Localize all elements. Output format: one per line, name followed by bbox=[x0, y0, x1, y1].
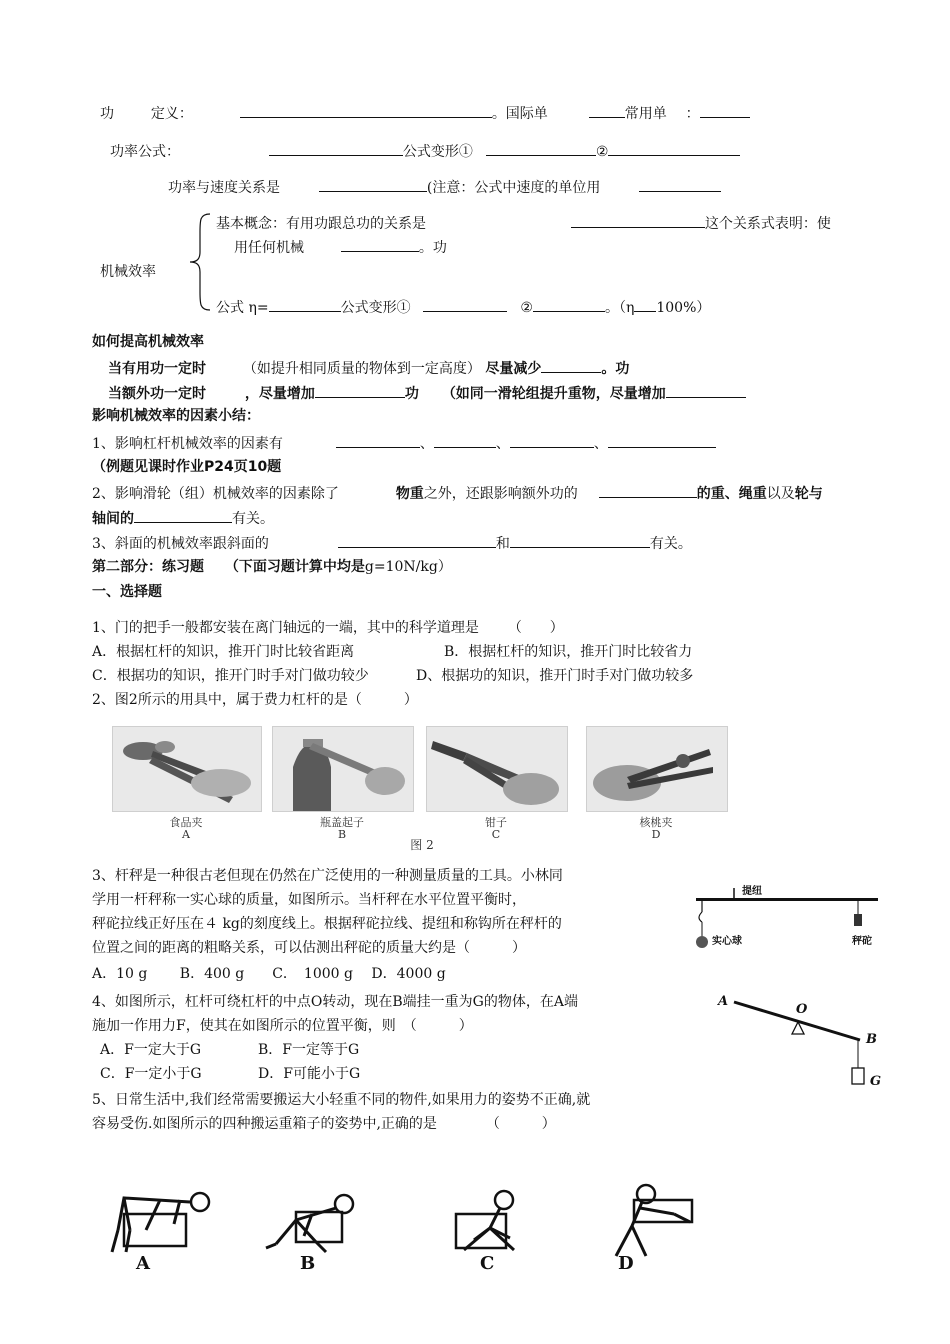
q4-line-2: 施加一作用力F，使其在如图所示的位置平衡，则 （ ） bbox=[92, 1018, 473, 1034]
improve-line2-paren: （如同一滑轮组提升重物，尽量增加 bbox=[441, 386, 666, 402]
efficiency-formula-label: 公式 η= bbox=[216, 300, 269, 316]
power-speed-text: 功率与速度关系是 bbox=[168, 180, 280, 196]
q5-answer-paren[interactable]: （ ） bbox=[485, 1116, 556, 1132]
food-tongs-photo bbox=[112, 726, 262, 812]
colon-text: ： bbox=[685, 106, 700, 122]
fig2-caption-b: 瓶盖起子 bbox=[320, 816, 364, 829]
posture-a-figure bbox=[100, 1190, 220, 1260]
q3-line-2: 学用一杆秤称一实心球的质量，如图所示。当杆秤在水平位置平衡时， bbox=[92, 892, 526, 908]
posture-letter-c: C bbox=[480, 1253, 495, 1274]
posture-letter-d: D bbox=[618, 1253, 634, 1274]
pulley-factor-blank[interactable] bbox=[599, 482, 697, 498]
efficiency-formula-line bbox=[216, 296, 710, 318]
efficiency-brace bbox=[188, 212, 212, 312]
posture-letter-b: B bbox=[300, 1253, 316, 1274]
posture-c-figure bbox=[434, 1190, 544, 1260]
power-formula-var: 公式变形① bbox=[402, 144, 473, 160]
q2-stem: 2、图2所示的用具中，属于费力杠杆的是（ ） bbox=[92, 692, 418, 708]
lever-weight-g: G bbox=[870, 1074, 882, 1089]
factor-2-line bbox=[92, 482, 823, 504]
pliers-photo bbox=[426, 726, 568, 812]
factor-2-a: 2、影响滑轮（组）机械效率的因素除了 bbox=[92, 486, 339, 502]
steelyard-knob-label: 提纽 bbox=[742, 886, 762, 897]
eta-compare: 。（η bbox=[604, 300, 635, 316]
eta-compare-blank[interactable] bbox=[634, 296, 656, 312]
factor-2-c: 之外，还跟影响额外功的 bbox=[423, 486, 578, 502]
fig2-title: 图 2 bbox=[410, 838, 434, 852]
slope-factor-blank-2[interactable] bbox=[510, 532, 650, 548]
work-label: 功 bbox=[100, 106, 114, 122]
q4-line-1: 4、如图所示，杠杆可绕杠杆的中点O转动，现在B端挂一重为G的物体，在A端 bbox=[92, 994, 578, 1010]
work-def-blank[interactable] bbox=[240, 102, 492, 118]
improve-heading: 如何提高机械效率 bbox=[92, 334, 204, 350]
power-formula-label: 功率公式： bbox=[110, 144, 180, 160]
efficiency-shows: 这个关系式表明：使 bbox=[704, 216, 831, 232]
fig2-caption-a: 食品夹 bbox=[169, 816, 203, 829]
common-unit-label: 常用单 bbox=[624, 106, 667, 122]
q1-option-c[interactable]: C．根据功的知识，推开门时手对门做功较少 bbox=[92, 668, 369, 684]
improve-line2-mid: ，尽量增加 bbox=[244, 386, 315, 402]
speed-unit-blank[interactable] bbox=[639, 176, 721, 192]
increase-blank-2[interactable] bbox=[666, 382, 746, 398]
efficiency-any-machine: 用任何机械 bbox=[234, 240, 304, 256]
nutcracker-illustration bbox=[587, 727, 727, 811]
q4-option-d[interactable]: D．F可能小于G bbox=[258, 1066, 361, 1082]
factor-1-text: 1、影响杠杆机械效率的因素有 bbox=[92, 436, 283, 452]
factor-3-line bbox=[92, 532, 692, 554]
part2-heading-line bbox=[92, 557, 452, 577]
work-definition-line bbox=[100, 102, 750, 124]
part2-g: g=10N/kg） bbox=[364, 559, 452, 575]
lever-point-a: A bbox=[718, 994, 729, 1009]
steelyard-ball-label: 实心球 bbox=[712, 936, 742, 947]
reduce-blank[interactable] bbox=[541, 357, 601, 373]
q3-line-4: 位置之间的距离的粗略关系，可以估测出秤砣的质量大约是（ ） bbox=[92, 940, 526, 956]
food-tongs-illustration bbox=[113, 727, 261, 811]
factor-2-e: 以及 bbox=[766, 486, 795, 502]
fig2-letter-b: B bbox=[337, 828, 347, 841]
improve-line-2 bbox=[108, 382, 746, 404]
efficiency-concept-line bbox=[216, 212, 831, 234]
q3-line-3: 秤砣拉线正好压在４ kg的刻度线上。根据秤砣拉线、提纽和称钩所在秤杆的 bbox=[92, 916, 562, 932]
q4-option-c[interactable]: C．F一定小于G bbox=[100, 1066, 202, 1082]
posture-letter-a: A bbox=[136, 1253, 150, 1274]
fig2-caption-d: 核桃夹 bbox=[639, 816, 673, 829]
q1-answer-paren[interactable]: （ ） bbox=[507, 620, 564, 636]
any-machine-blank[interactable] bbox=[341, 236, 419, 252]
factor-3-c: 有关。 bbox=[649, 536, 692, 552]
improve-line2-bold: 当额外功一定时 bbox=[108, 386, 206, 402]
factor-1-line bbox=[92, 432, 716, 454]
q5-text: 容易受伤.如图所示的四种搬运重箱子的姿势中,正确的是 bbox=[92, 1116, 437, 1132]
fig2-letter-d: D bbox=[651, 828, 661, 841]
bottle-opener-illustration bbox=[273, 727, 413, 811]
steelyard-weight-label: 秤砣 bbox=[852, 936, 872, 947]
factor-3-a: 3、斜面的机械效率跟斜面的 bbox=[92, 536, 269, 552]
q1-option-b[interactable]: B．根据杠杆的知识，推开门时比较省力 bbox=[444, 644, 693, 660]
efficiency-concept-blank[interactable] bbox=[571, 212, 705, 228]
friction-blank[interactable] bbox=[134, 507, 232, 523]
bottle-opener-photo bbox=[272, 726, 414, 812]
eta-var2-blank[interactable] bbox=[533, 296, 605, 312]
power-speed-line bbox=[168, 176, 721, 198]
q3-options[interactable]: A．10 g B．400 g C． 1000 g D．4000 g bbox=[92, 966, 446, 982]
improve-line1-bold: 当有用功一定时 bbox=[108, 361, 206, 377]
power-speed-note: (注意：公式中速度的单位用 bbox=[426, 180, 601, 196]
power-var2-blank[interactable] bbox=[608, 140, 740, 156]
q3-line-1: 3、杆秤是一种很古老但现在仍然在广泛使用的一种测量质量的工具。小林同 bbox=[92, 868, 563, 884]
separator: 、 bbox=[495, 436, 510, 452]
q1-text: 1、门的把手一般都安装在离门轴远的一端，其中的科学道理是 bbox=[92, 620, 479, 636]
pliers-illustration bbox=[427, 727, 567, 811]
factor-2-cont bbox=[92, 507, 274, 529]
q1-option-a[interactable]: A．根据杠杆的知识，推开门时比较省距离 bbox=[92, 644, 355, 660]
efficiency-concept: 基本概念：有用功跟总功的关系是 bbox=[216, 216, 426, 232]
efficiency-formula-var: 公式变形① bbox=[340, 300, 411, 316]
q1-stem bbox=[92, 618, 564, 638]
intl-unit-blank[interactable] bbox=[589, 102, 625, 118]
eta-formula-blank[interactable] bbox=[269, 296, 341, 312]
factor-3-b: 和 bbox=[495, 536, 510, 552]
power-var1-blank[interactable] bbox=[486, 140, 596, 156]
fig2-caption-c: 钳子 bbox=[485, 816, 507, 829]
improve-line1-tail: 。功 bbox=[601, 361, 630, 377]
fig2-letter-a: A bbox=[182, 828, 190, 841]
eta-hundred: 100%） bbox=[656, 300, 711, 316]
q5-line-1: 5、日常生活中,我们经常需要搬运大小轻重不同的物件,如果用力的姿势不正确,就 bbox=[92, 1092, 591, 1108]
common-unit-blank[interactable] bbox=[700, 102, 750, 118]
power-formula-blank[interactable] bbox=[269, 140, 403, 156]
work-def-label: 定义： bbox=[150, 106, 193, 122]
lever-factor-blank-1[interactable] bbox=[336, 432, 420, 448]
eta-var1-blank[interactable] bbox=[423, 296, 507, 312]
improve-line1-end: 尽量减少 bbox=[485, 361, 542, 377]
posture-b-figure bbox=[256, 1192, 366, 1258]
increase-blank[interactable] bbox=[315, 382, 405, 398]
choice-heading: 一、选择题 bbox=[92, 584, 162, 600]
intl-unit-label: 。国际单 bbox=[491, 106, 548, 122]
nutcracker-photo bbox=[586, 726, 728, 812]
efficiency-side-label: 机械效率 bbox=[100, 264, 156, 280]
factor-2-b: 物重 bbox=[395, 486, 424, 502]
fig2-letter-c: C bbox=[491, 828, 501, 841]
separator: 、 bbox=[593, 436, 608, 452]
efficiency-any-machine-line bbox=[234, 236, 447, 258]
efficiency-formula-var2: ② bbox=[520, 300, 533, 316]
q5-line-2 bbox=[92, 1114, 556, 1134]
separator: 、 bbox=[419, 436, 434, 452]
q4-option-b[interactable]: B．F一定等于G bbox=[258, 1042, 360, 1058]
factor-2-h: 有关。 bbox=[232, 511, 274, 527]
power-speed-blank[interactable] bbox=[319, 176, 427, 192]
factor-2-f: 轮与 bbox=[794, 486, 823, 502]
q4-option-a[interactable]: A．F一定大于G bbox=[100, 1042, 202, 1058]
lever-factor-blank-4[interactable] bbox=[608, 432, 716, 448]
improve-line1-mid: （如提升相同质量的物体到一定高度） bbox=[242, 361, 481, 377]
steelyard-figure bbox=[694, 884, 884, 964]
efficiency-gong: 。功 bbox=[418, 240, 447, 256]
lever-factor-blank-2[interactable] bbox=[434, 432, 496, 448]
power-formula-line bbox=[110, 140, 740, 162]
factors-heading: 影响机械效率的因素小结： bbox=[92, 408, 260, 424]
part2-note: （下面习题计算中均是 bbox=[224, 559, 365, 575]
q1-option-d[interactable]: D、根据功的知识，推开门时手对门做功较多 bbox=[416, 668, 694, 684]
lever-point-b: B bbox=[866, 1032, 877, 1047]
part2-heading: 第二部分：练习题 bbox=[92, 559, 204, 575]
lever-point-o: O bbox=[796, 1002, 808, 1017]
lever-factor-blank-3[interactable] bbox=[510, 432, 594, 448]
power-formula-var2: ② bbox=[595, 144, 609, 160]
factor-2-d: 的重、绳重 bbox=[696, 486, 767, 502]
example-ref: （例题见课时作业P24页10题 bbox=[92, 459, 282, 475]
slope-factor-blank-1[interactable] bbox=[338, 532, 496, 548]
posture-d-figure bbox=[604, 1184, 714, 1260]
factor-2-g: 轴间的 bbox=[92, 511, 134, 527]
improve-line2-gong: 功 bbox=[404, 386, 419, 402]
improve-line-1 bbox=[108, 357, 629, 379]
